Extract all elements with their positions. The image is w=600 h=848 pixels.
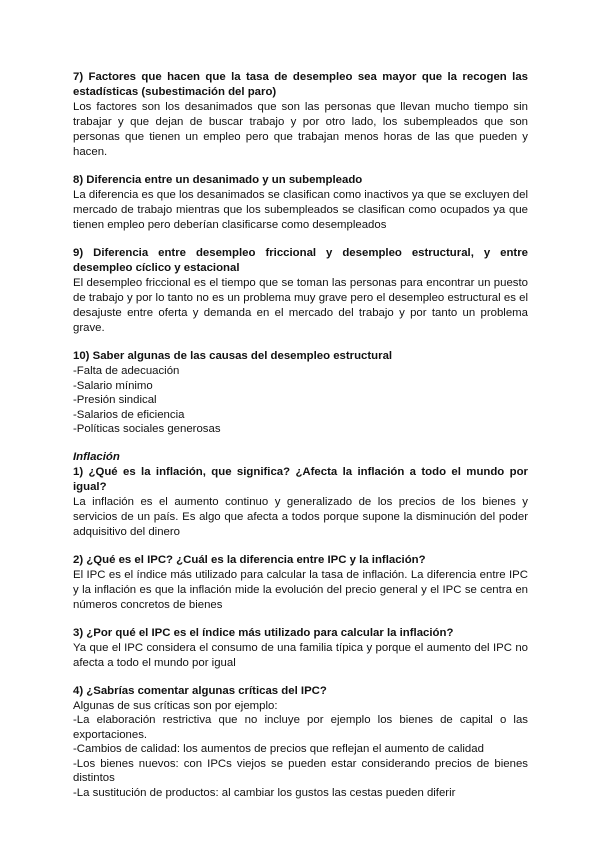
answer-text: El desempleo friccional es el tiempo que se toman las personas para encontrar un puesto de trabajo y por lo tanto no es un problema muy grave pero el desempleo estructural es el desajuste entre oferta y demanda en el mercado del trabajo y por tanto un problema grave. — [73, 277, 528, 334]
list-item: -Salario mínimo — [73, 379, 153, 392]
answer-text: El IPC es el índice más utilizado para calcular la tasa de inflación. La diferencia entre IPC y la inflación es que la inflación mide la evolución del precio general y el IPC se centra en números concretos de bienes — [73, 568, 528, 611]
question-heading: 9) Diferencia entre desempleo friccional y desempleo estructural, y entre desempleo cíclico y estacional — [73, 247, 528, 274]
answer-text: Ya que el IPC considera el consumo de una familia típica y porque el aumento del IPC no afecta a todo el mundo por igual — [73, 641, 528, 669]
section-inflation-q4 — [73, 684, 528, 801]
section-q9 — [73, 246, 528, 336]
question-heading: 2) ¿Qué es el IPC? ¿Cuál es la diferencia entre IPC y la inflación? — [73, 553, 426, 566]
section-q7 — [73, 70, 528, 160]
list-item: -Cambios de calidad: los aumentos de precios que reflejan el aumento de calidad — [73, 743, 484, 755]
list-item: -Los bienes nuevos: con IPCs viejos se pueden estar considerando precios de bienes distintos — [73, 757, 528, 784]
list-item: -Salarios de eficiencia — [73, 408, 185, 421]
inflation-heading: Inflación — [73, 450, 120, 463]
section-inflation-q3 — [73, 626, 528, 671]
list-item: -La sustitución de productos: al cambiar los gustos las cestas pueden diferir — [73, 786, 456, 799]
answer-intro: Algunas de sus críticas son por ejemplo: — [73, 699, 278, 712]
question-heading: 8) Diferencia entre un desanimado y un subempleado — [73, 174, 363, 186]
question-heading: 3) ¿Por qué el IPC es el índice más utilizado para calcular la inflación? — [73, 626, 454, 639]
section-inflation-q1 — [73, 465, 528, 540]
list-item: -Falta de adecuación — [73, 365, 180, 377]
answer-text: La inflación es el aumento continuo y generalizado de los precios de los bienes y servicios de un país. Es algo que afecta a todos porque supone la disminución del poder adquisitivo del dinero — [73, 495, 528, 538]
list-item: -Políticas sociales generosas — [73, 423, 221, 435]
list-item: -La elaboración restrictiva que no incluye por ejemplo los bienes de capital o las exportaciones. — [73, 714, 528, 741]
answer-text: Los factores son los desanimados que son las personas que llevan mucho tiempo sin trabajar y que dejan de buscar trabajo y por otro lado, los subempleados que son personas que tienen un empleo pero que trabajan menos horas de las que pueden y hacen. — [73, 101, 528, 158]
question-heading: 1) ¿Qué es la inflación, que significa? ¿Afecta la inflación a todo el mundo por igual? — [73, 465, 528, 493]
question-heading: 4) ¿Sabrías comentar algunas críticas del IPC? — [73, 684, 327, 697]
list-item: -Presión sindical — [73, 394, 157, 406]
section-inflation-q2 — [73, 553, 528, 613]
question-heading: 10) Saber algunas de las causas del desempleo estructural — [73, 350, 393, 362]
question-heading: 7) Factores que hacen que la tasa de desempleo sea mayor que la recogen las estadísticas (subestimación del paro) — [73, 71, 528, 98]
section-q10 — [73, 349, 528, 437]
section-q8 — [73, 173, 528, 233]
answer-text: La diferencia es que los desanimados se clasifican como inactivos ya que se excluyen del mercado de trabajo mientras que los subempleados se clasifican como ocupados ya que tienen empleo pero deberían clasificarse como desempleados — [73, 189, 528, 231]
